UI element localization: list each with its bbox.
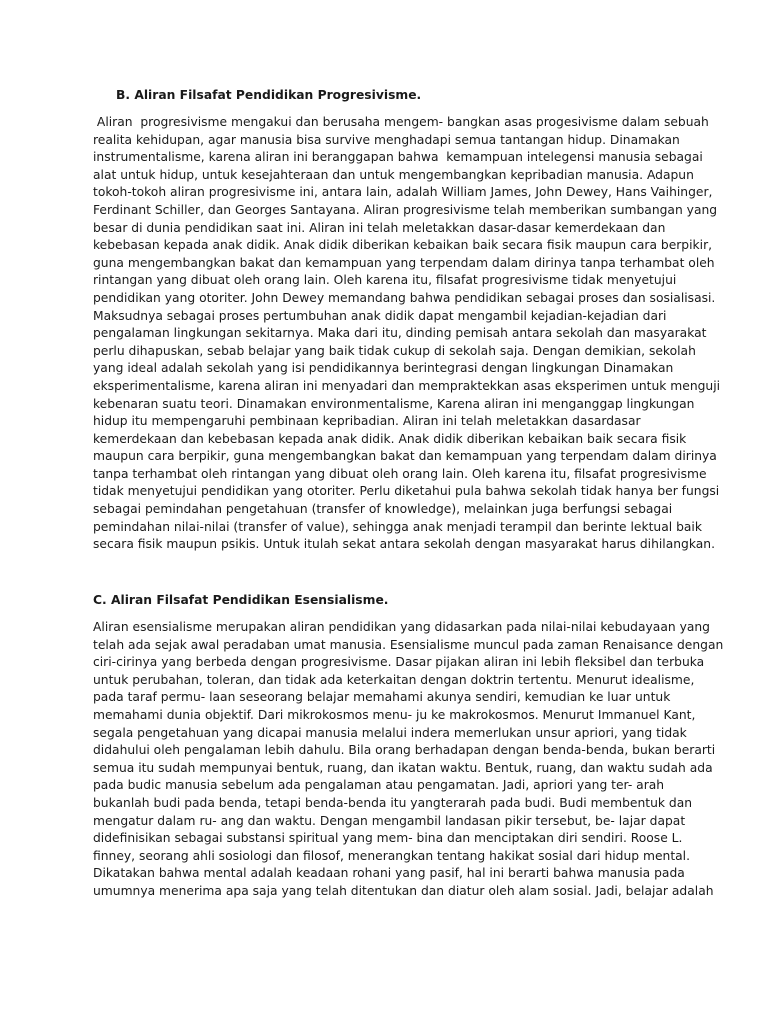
text-line: perlu dihapuskan, sebab belajar yang baik tidak cukup di sekolah saja. Dengan demikian, sekolah [93,343,696,358]
text-line: mengatur dalam ru- ang dan waktu. Dengan mengambil landasan pikir tersebut, be- lajar dapat [93,813,686,828]
text-line: telah ada sejak awal peradaban umat manusia. Esensialisme muncul pada zaman Renaisance dengan [93,637,724,652]
text-line: didefinisikan sebagai substansi spiritual yang mem- bina dan menciptakan diri sendiri. Roose L. [93,831,683,846]
text-line: untuk perubahan, toleran, dan tidak ada keterkaitan dengan doktrin tertentu. Menurut idealisme, [93,672,695,687]
text-line: memahami dunia objektif. Dari mikrokosmos menu- ju ke makrokosmos. Menurut Immanuel Kant, [93,707,696,722]
text-line: kemerdekaan dan kebebasan kepada anak didik. Anak didik diberikan kebaikan baik secara fisik [93,431,687,446]
text-line: Ferdinant Schiller, dan Georges Santayana. Aliran progresivisme telah memberikan sumbangan yang [93,202,718,217]
text-line: maupun cara berpikir, guna mengembangkan bakat dan kemampuan yang terpendam dalam dirinya [93,449,717,464]
text-line: semua itu sudah mempunyai bentuk, ruang, dan ikatan waktu. Bentuk, ruang, dan waktu sudah ada [93,760,713,775]
text-line: hidup itu mempengaruhi pembinaan kepribadian. Aliran ini telah meletakkan dasardasar [93,414,641,429]
text-line: Maksudnya sebagai proses pertumbuhan anak didik dapat mengambil kejadian-kejadian dari [93,308,667,323]
section-b-paragraph [93,114,721,554]
text-line: didahului oleh pengalaman lebih dahulu. Bila orang berhadapan dengan benda-benda, bukan berarti [93,743,716,758]
text-line: Aliran progresivisme mengakui dan berusaha mengem- bangkan asas progesivisme dalam sebuah [93,115,709,129]
text-line: bukanlah budi pada benda, tetapi benda-benda itu yangterarah pada budi. Budi membentuk dan [93,795,693,810]
text-line: sebagai pemindahan pengetahuan (transfer of knowledge), melainkan juga berfungsi sebagai [93,502,673,517]
text-line: yang ideal adalah sekolah yang isi pendidikannya berintegrasi dengan lingkungan Dinamakan [93,361,674,376]
section-c-heading: C. Aliran Filsafat Pendidikan Esensialisme. [93,593,389,607]
text-line: instrumentalisme, karena aliran ini beranggapan bahwa kemampuan intelegensi manusia sebagai [93,150,703,165]
text-line: alat untuk hidup, untuk kesejahteraan dan untuk mengembangkan kepribadian manusia. Adapun [93,167,694,182]
text-line: pada taraf permu- laan seseorang belajar memahami akunya sendiri, kemudian ke luar untuk [93,690,671,705]
text-line: segala pengetahuan yang dicapai manusia melalui indera memerlukan unsur apriori, yang tidak [93,725,687,740]
text-line: ciri-cirinya yang berbeda dengan progresivisme. Dasar pijakan aliran ini lebih fleksibel dan terbuka [93,655,705,670]
text-line: tokoh-tokoh aliran progresivisme ini, antara lain, adalah William James, John Dewey, Hans Vaihinger, [93,185,713,200]
text-line: realita kehidupan, agar manusia bisa survive menghadapi semua tantangan hidup. Dinamakan [93,132,680,147]
text-line: kebenaran suatu teori. Dinamakan environmentalisme, Karena aliran ini menganggap lingkungan [93,396,695,411]
text-line: guna mengembangkan bakat dan kemampuan yang terpendam dalam dirinya tanpa terhambat oleh [93,255,715,270]
text-line: rintangan yang dibuat oleh orang lain. Oleh karena itu, filsafat progresivisme tidak menyetujui [93,273,677,288]
section-b-heading: B. Aliran Filsafat Pendidikan Progresivisme. [116,88,422,102]
text-line: secara fisik maupun psikis. Untuk itulah sekat antara sekolah dengan masyarakat harus dihilangkan. [93,537,715,552]
text-line: eksperimentalisme, karena aliran ini menyadari dan mempraktekkan asas eksperimen untuk menguji [93,378,721,393]
text-line: Dikatakan bahwa mental adalah keadaan rohani yang pasif, hal ini berarti bahwa manusia pada [93,866,685,881]
text-line: besar di dunia pendidikan saat ini. Aliran ini telah meletakkan dasar-dasar kemerdekaan dan [93,220,666,235]
text-line: pada budic manusia sebelum ada pengalaman atau pengamatan. Jadi, apriori yang ter- arah [93,778,665,793]
text-line: pendidikan yang otoriter. John Dewey memandang bahwa pendidikan sebagai proses dan sosialisasi. [93,290,716,305]
text-line: umumnya menerima apa saja yang telah ditentukan dan diatur oleh alam sosial. Jadi, belajar adalah [93,883,714,898]
text-line: Aliran esensialisme merupakan aliran pendidikan yang didasarkan pada nilai-nilai kebudayaan yang [93,620,710,634]
text-line: tanpa terhambat oleh rintangan yang dibuat oleh orang lain. Oleh karena itu, filsafat progresivisme [93,466,707,481]
text-line: kebebasan kepada anak didik. Anak didik diberikan kebaikan baik secara fisik maupun cara berpikir, [93,238,713,253]
section-c-paragraph [93,619,724,901]
text-line: pengalaman lingkungan sekitarnya. Maka dari itu, dinding pemisah antara sekolah dan masyarakat [93,326,707,341]
text-line: finney, seorang ahli sosiologi dan filosof, menerangkan tentang hakikat sosial dari hidup mental. [93,848,691,863]
text-line: tidak menyetujui pendidikan yang otoriter. Perlu diketahui pula bahwa sekolah tidak hanya ber fungsi [93,484,720,499]
text-line: pemindahan nilai-nilai (transfer of value), sehingga anak menjadi terampil dan berinte lektual baik [93,519,702,534]
